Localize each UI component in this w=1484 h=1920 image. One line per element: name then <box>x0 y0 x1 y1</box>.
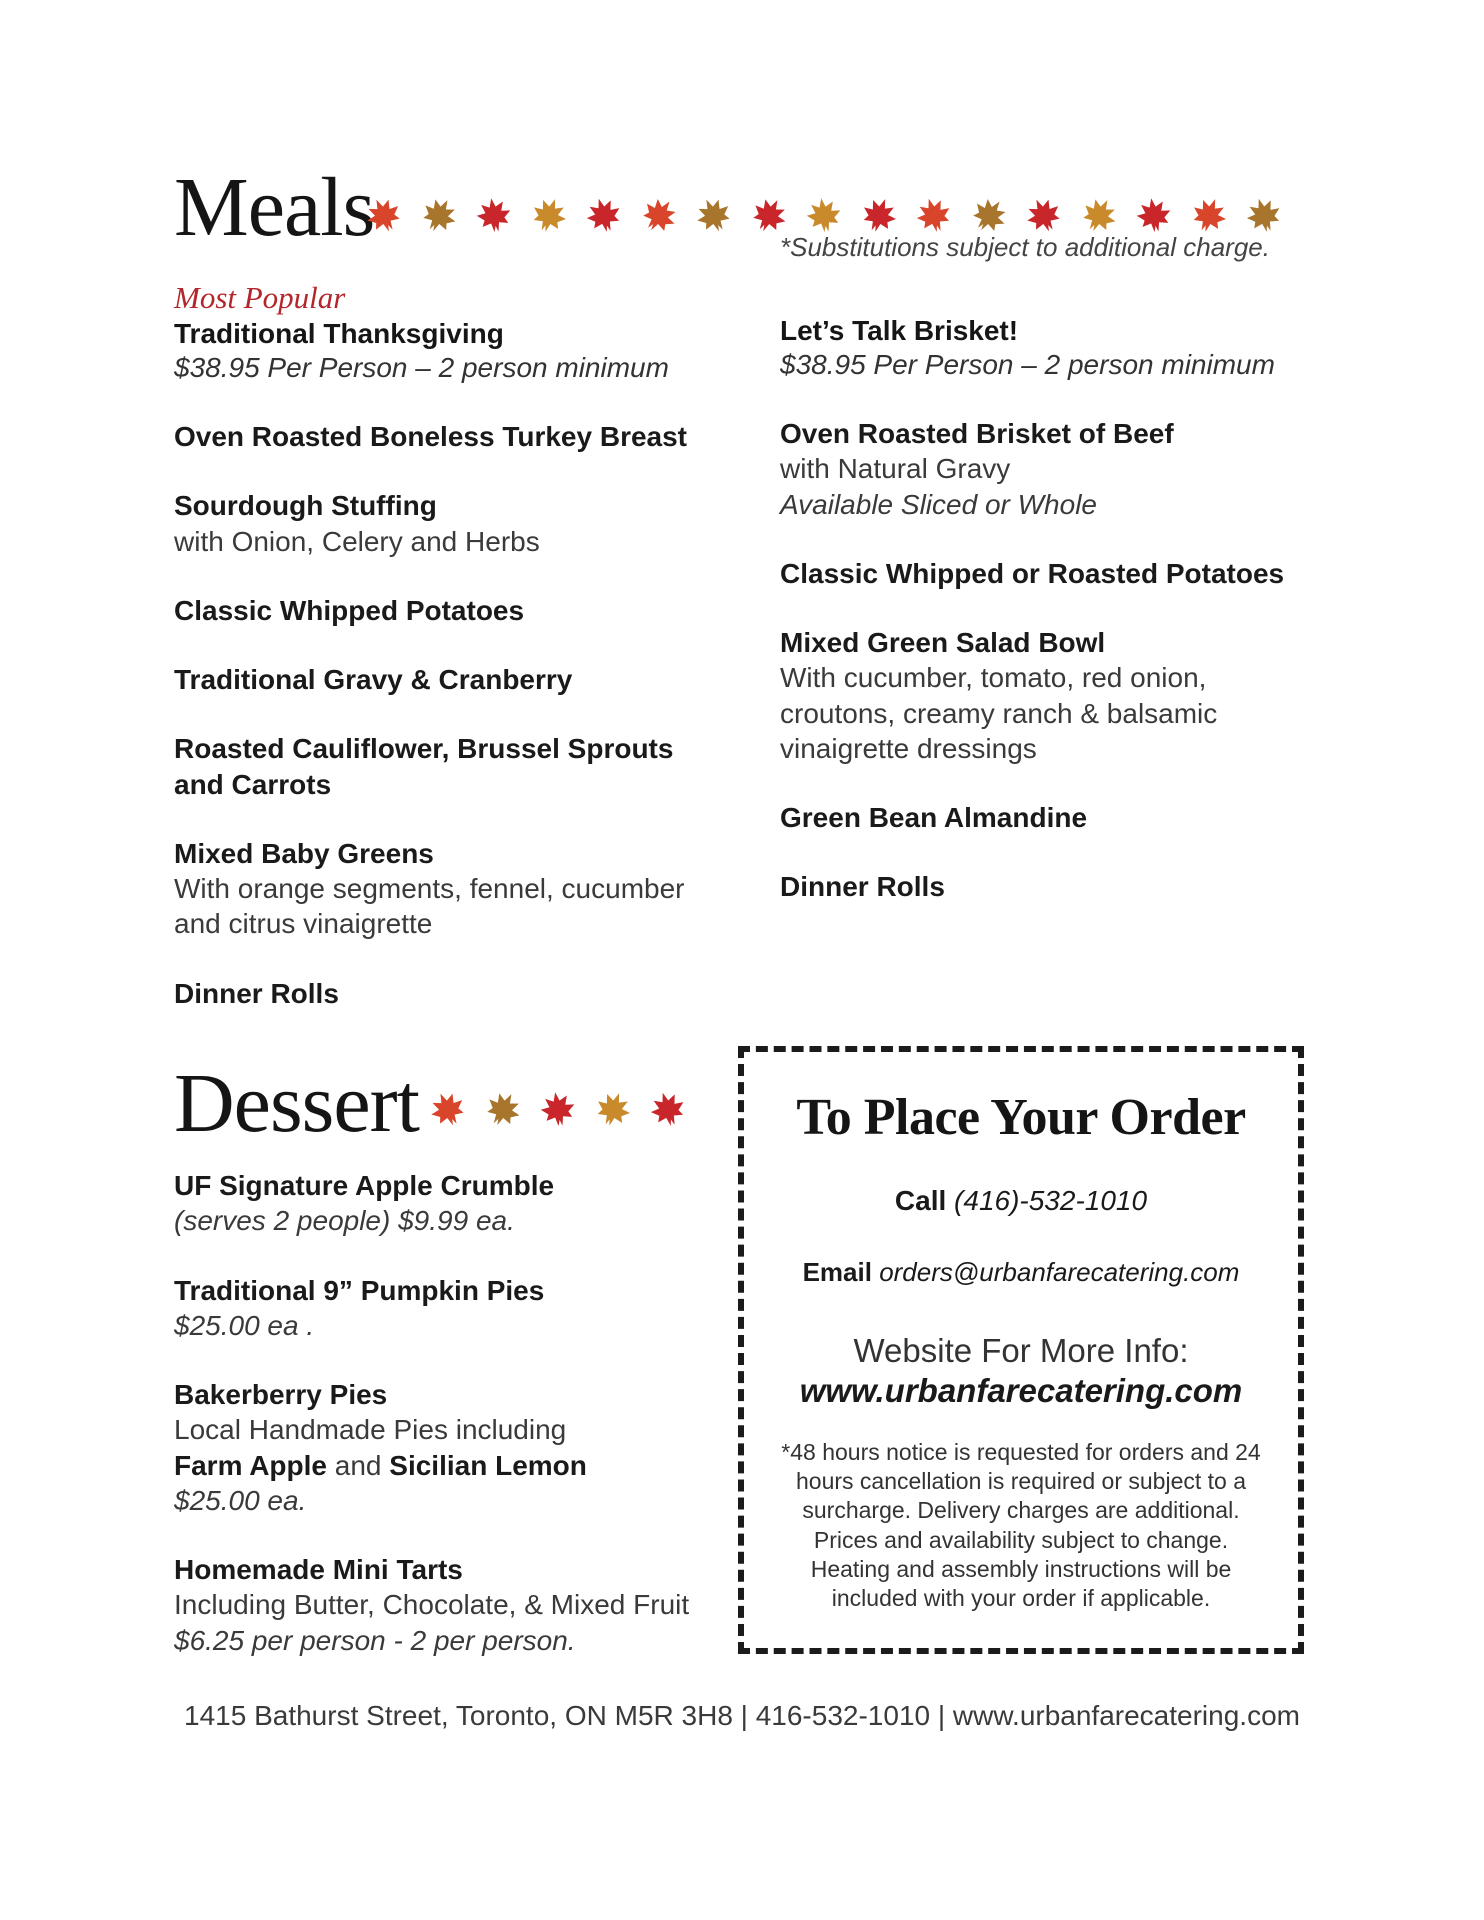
maple-leaf-garland <box>364 196 1284 236</box>
website-link[interactable]: www.urbanfarecatering.com <box>799 1372 1243 1409</box>
maple-leaf-icon <box>538 1090 578 1130</box>
menu-item <box>780 800 1300 835</box>
item-name: Oven Roasted Boneless Turkey Breast <box>174 421 688 452</box>
menu-item <box>174 1552 734 1658</box>
item-name: Bakerberry Pies <box>174 1379 388 1411</box>
maple-leaf-icon <box>648 1090 688 1130</box>
meals-heading: Meals <box>174 161 375 254</box>
menu-title: Traditional Thanksgiving <box>174 318 504 349</box>
phone-number[interactable]: (416)-532-1010 <box>954 1185 1148 1216</box>
item-name: Dinner Rolls <box>174 977 339 1009</box>
item-price: (serves 2 people) $9.99 ea. <box>174 1205 515 1237</box>
most-popular-tag: Most Popular <box>174 280 346 315</box>
maple-leaf-icon <box>639 196 679 236</box>
maple-leaf-icon <box>1079 196 1119 236</box>
maple-leaf-icon <box>474 196 514 236</box>
menu-item <box>174 731 734 802</box>
item-name: Classic Whipped Potatoes <box>174 594 525 626</box>
item-name: Traditional Gravy & Cranberry <box>174 664 573 696</box>
menu-price: $38.95 Per Person – 2 person minimum <box>780 349 1275 380</box>
menu-item <box>174 1168 734 1239</box>
menu-item <box>174 836 734 942</box>
item-description: With cucumber, tomato, red onion, croutons, creamy ranch & balsamic vinaigrette dressings <box>780 662 1218 764</box>
dessert-menu <box>174 1168 734 1692</box>
maple-leaf-icon <box>859 196 899 236</box>
call-label: Call <box>894 1185 947 1216</box>
email-line <box>744 1257 1298 1288</box>
maple-leaf-icon <box>529 196 569 236</box>
item-name: Classic Whipped or Roasted Potatoes <box>780 557 1285 589</box>
item-price: $6.25 per person - 2 per person. <box>174 1624 576 1656</box>
order-fine-print: *48 hours notice is requested for orders and 24 hours cancellation is required or subject to a surcharge. Delivery charges are additional. Prices and availability subject to change. Heating and assembly instructions will be included with your order if applicable. <box>781 1439 1261 1612</box>
item-name: Oven Roasted Brisket of Beef <box>780 418 1174 449</box>
email-label: Email <box>802 1257 872 1287</box>
maple-leaf-icon <box>1024 196 1064 236</box>
maple-leaf-icon <box>593 1090 633 1130</box>
menu-item <box>780 556 1300 591</box>
item-name: UF Signature Apple Crumble <box>174 1170 555 1201</box>
menu-title: Let’s Talk Brisket! <box>780 315 1019 346</box>
order-info-box <box>738 1046 1304 1654</box>
flavour-name: Farm Apple <box>174 1449 327 1481</box>
menu-price: $38.95 Per Person – 2 person minimum <box>174 352 669 383</box>
item-name: Mixed Green Salad Bowl <box>780 627 1106 659</box>
website-label: Website For More Info: <box>853 1332 1189 1369</box>
menu-item <box>174 488 734 559</box>
maple-leaf-icon <box>364 196 404 236</box>
item-note: Available Sliced or Whole <box>780 488 1097 520</box>
order-title: To Place Your Order <box>796 1089 1246 1146</box>
email-link[interactable]: orders@urbanfarecatering.com <box>879 1257 1240 1287</box>
maple-leaf-icon <box>584 196 624 236</box>
item-name: Sourdough Stuffing <box>174 490 437 522</box>
dessert-heading: Dessert <box>174 1057 419 1150</box>
thanksgiving-menu <box>174 280 734 1045</box>
menu-item <box>174 662 734 697</box>
item-description: with Onion, Celery and Herbs <box>174 525 540 557</box>
maple-leaf-icon <box>804 196 844 236</box>
maple-leaf-icon <box>428 1090 468 1130</box>
menu-item <box>780 416 1300 522</box>
maple-leaf-icon <box>749 196 789 236</box>
call-line <box>744 1185 1298 1217</box>
item-name: Dinner Rolls <box>780 871 945 903</box>
item-price: $25.00 ea. <box>174 1484 307 1516</box>
maple-leaf-icon <box>914 196 954 236</box>
menu-item <box>174 593 734 628</box>
item-name: Traditional 9” Pumpkin Pies <box>174 1274 545 1306</box>
maple-leaf-icon <box>1134 196 1174 236</box>
menu-item <box>174 1377 734 1518</box>
menu-item <box>780 869 1300 904</box>
flavour-name: Sicilian Lemon <box>389 1449 587 1481</box>
item-description: With orange segments, fennel, cucumber and citrus vinaigrette <box>174 873 685 940</box>
item-description: Local Handmade Pies including <box>174 1414 567 1446</box>
menu-item <box>174 419 734 454</box>
menu-item <box>174 1273 734 1344</box>
item-name: Homemade Mini Tarts <box>174 1554 463 1586</box>
brisket-menu <box>780 315 1300 939</box>
maple-leaf-icon <box>419 196 459 236</box>
item-description: Including Butter, Chocolate, & Mixed Fruit <box>174 1589 690 1621</box>
maple-leaf-icon <box>969 196 1009 236</box>
footer-address: 1415 Bathurst Street, Toronto, ON M5R 3H8 | 416-532-1010 | www.urbanfarecatering.com <box>184 1700 1300 1731</box>
item-description: with Natural Gravy <box>780 453 1011 485</box>
item-name: Roasted Cauliflower, Brussel Sprouts and Carrots <box>174 733 674 800</box>
maple-leaf-icon <box>1244 196 1284 236</box>
item-flavours <box>174 1448 734 1483</box>
maple-leaf-icon <box>694 196 734 236</box>
maple-leaf-icon <box>483 1090 523 1130</box>
item-name: Green Bean Almandine <box>780 802 1088 834</box>
menu-item <box>780 625 1300 766</box>
maple-leaf-garland <box>428 1090 688 1130</box>
item-name: Mixed Baby Greens <box>174 837 434 869</box>
maple-leaf-icon <box>1189 196 1229 236</box>
substitution-note: *Substitutions subject to additional charge. <box>780 232 1270 262</box>
item-price: $25.00 ea . <box>174 1309 315 1341</box>
flavour-joiner: and <box>327 1449 390 1481</box>
menu-item <box>174 976 734 1011</box>
